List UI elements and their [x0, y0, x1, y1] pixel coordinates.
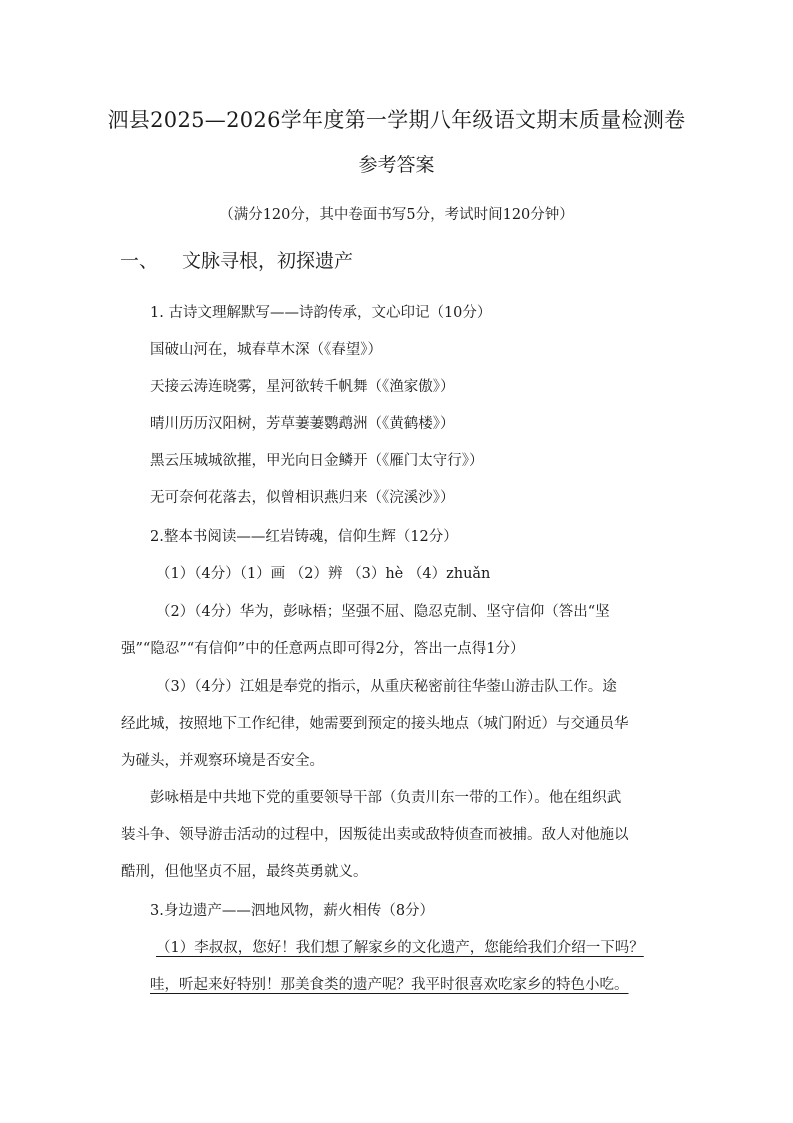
q2-answer-4-line2: 装斗争、领导游击活动的过程中，因叛徒出卖或敌特侦查而被捕。敌人对他施以 — [121, 827, 629, 843]
q1-answer: 黑云压城城欲摧，甲光向日金鳞开（《雁门太守行》） — [150, 453, 484, 469]
q2-answer-3-line1: （3）（4分）江姐是奉党的指示，从重庆秘密前往华蓥山游击队工作。途 — [156, 679, 617, 695]
page-title: 泗县2025—2026学年度第一学期八年级语文期末质量检测卷 — [107, 108, 686, 132]
q2-answer-3-line3: 为碰头，并观察环境是否安全。 — [121, 753, 324, 769]
section-title: 文脉寻根，初探遗产 — [182, 250, 354, 272]
exam-note: （满分120分，其中卷面书写5分，考试时间120分钟） — [219, 207, 574, 223]
section-number: 一、 — [120, 250, 159, 272]
q2-answer-4-line1: 彭咏梧是中共地下党的重要领导干部（负责川东一带的工作）。他在组织武 — [150, 790, 622, 806]
q2-answer-2-line2: 强”“隐忍”“有信仰”中的任意两点即可得2分，答出一点得1分） — [121, 641, 525, 657]
q1-answer: 晴川历历汉阳树，芳草萋萋鹦鹉洲（《黄鹤楼》） — [150, 416, 455, 432]
q2-answer-1: （1）（4分）（1）画 （2）辨 （3）hè （4）zhuǎn — [156, 566, 491, 582]
q2-answer-2-line1: （2）（4分）华为，彭咏梧；坚强不屈、隐忍克制、坚守信仰（答出“坚 — [156, 604, 610, 620]
q3-answer-1-line2: 哇，听起来好特别！那美食类的遗产呢？我平时很喜欢吃家乡的特色小吃。 — [150, 977, 629, 993]
q3-answer-1-line1: （1）李叔叔，您好！我们想了解家乡的文化遗产，您能给我们介绍一下吗？ — [156, 940, 644, 956]
q1-heading: 1. 古诗文理解默写——诗韵传承，文心印记（10分） — [150, 305, 492, 321]
section-heading — [120, 246, 353, 273]
q1-answer: 国破山河在，城春草木深（《春望》） — [150, 342, 382, 358]
q2-answer-3-line2: 经此城，按照地下工作纪律，她需要到预定的接头地点（城门附近）与交通员华 — [121, 716, 629, 732]
page-subtitle: 参考答案 — [358, 154, 435, 176]
q2-heading: 2.整本书阅读——红岩铸魂，信仰生辉（12分） — [150, 529, 458, 545]
q1-answer: 无可奈何花落去，似曾相识燕归来（《浣溪沙》） — [150, 490, 455, 506]
q3-heading: 3.身边遗产——泗地风物，薪火相传（8分） — [150, 903, 435, 919]
q2-answer-4-line3: 酷刑，但他坚贞不屈，最终英勇就义。 — [121, 864, 368, 880]
q1-answer: 天接云涛连晓雾，星河欲转千帆舞（《渔家傲》） — [150, 379, 455, 395]
